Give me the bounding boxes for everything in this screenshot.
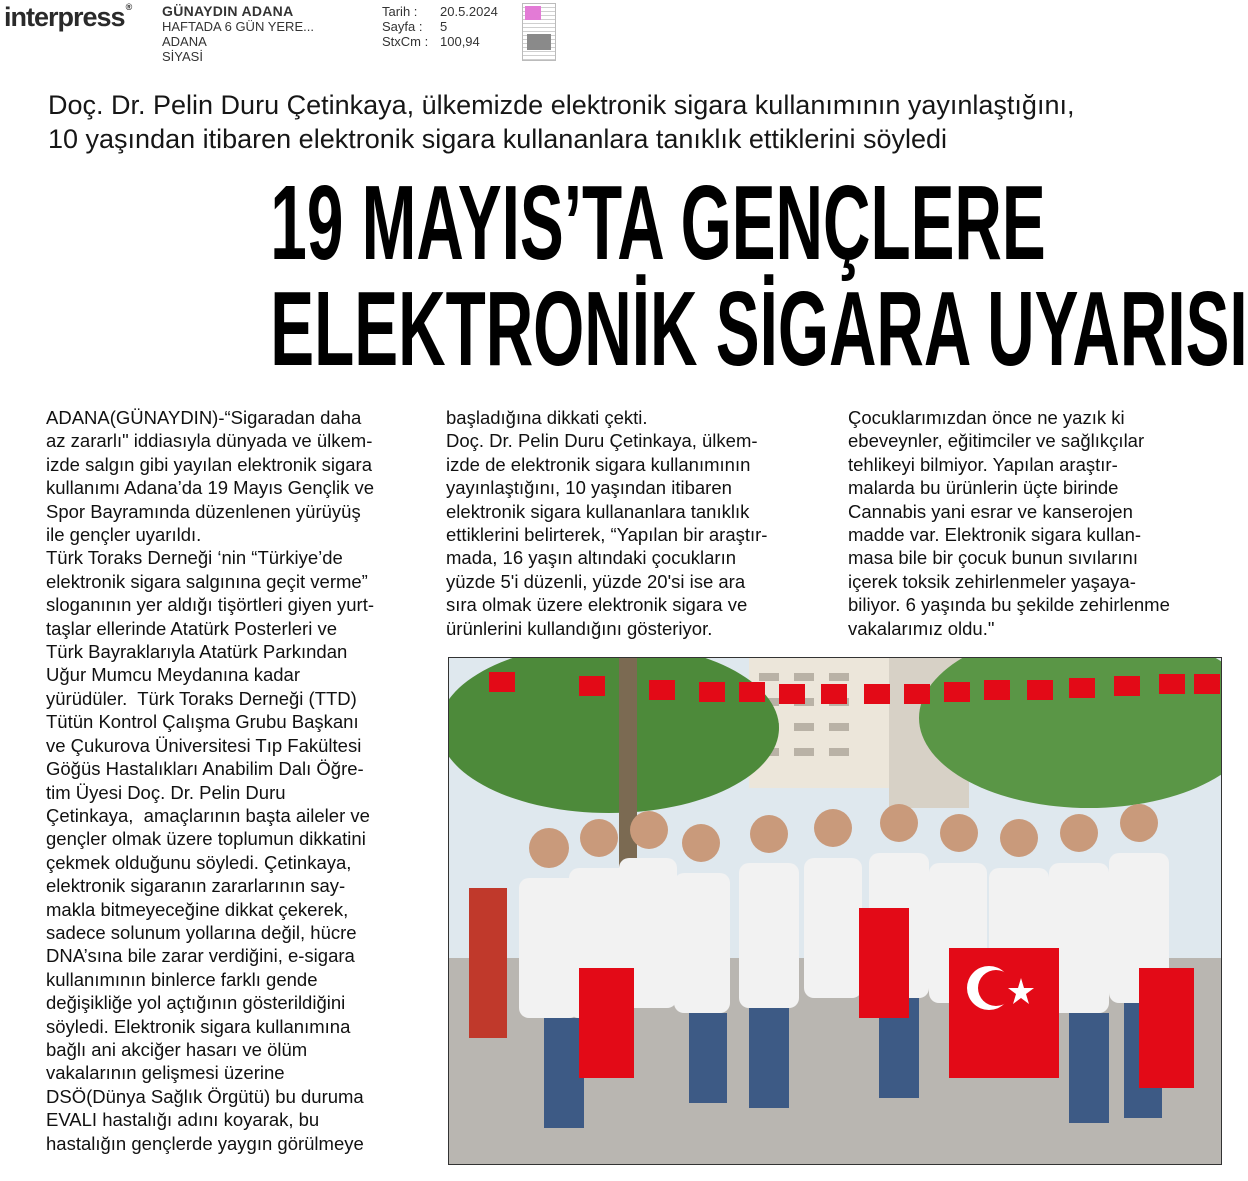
group-photo-illustration <box>449 658 1222 1165</box>
publication-category: SİYASİ <box>162 49 203 64</box>
article-headline: 19 MAYIS’TA GENÇLERE ELEKTRONİK SİGARA UYARISI <box>270 164 1248 388</box>
page-value: 5 <box>440 19 448 34</box>
article-column-2: başladığına dikkati çekti. Doç. Dr. Pelin Duru Çetinkaya, ülkem- izde de elektronik sigara kullanımının yayınlaştığını, 10 yaşından itibaren elektronik sigara kullananlara tanıklık ettiklerini belirterek, “Yapılan bir araştır- mada, 16 yaşın altındaki çocukların yüzde 5'i düzenli, yüzde 20'si ise ara sıra olmak üzere elektronik sigara ve ürünlerini kullandığını gösteriyor. <box>446 407 768 639</box>
article-column-1: ADANA(GÜNAYDIN)-“Sigaradan daha az zararlı" iddiasıyla dünyada ve ülkem- izde salgın gibi yayılan elektronik sigara kullanımı Adana’da 19 Mayıs Gençlik ve Spor Bayramında düzenlenen yürüyüş ile gençler uyarıldı. Türk Toraks Derneği ‘nin “Türkiye’de elektronik sigara salgınına geçit verme” sloganının yer aldığı tişörtleri giyen yurt- taşlar ellerinde Atatürk Posterleri ve Türk Bayraklarıyla Atatürk Parkından Uğur Mumcu Meydanına kadar yürüdüler. Türk Toraks Derneği (TTD) Tütün Kontrol Çalışma Grubu Başkanı ve Çukurova Üniversitesi Tıp Fakültesi Göğüs Hastalıkları Anabilim Dalı Öğre- tim Üyesi Doç. Dr. Pelin Duru Çetinkaya, amaçlarının başta aileler ve gençler olmak üzere toplumun dikkatini çekmek olduğunu söyledi. Çetinkaya, elektronik sigaranın zararlarının say- makla bitmeyeceğine dikkat çekerek, sadece solunum yollarına değil, hücre DNA’sına bile zarar verdiğini, e-sigara kullanımının binlerce farklı gende değişikliğe yol açtığının gösterildiğini söyledi. Elektronik sigara kullanımına bağlı ani akciğer hasarı ve ölüm vakalarının gelişmesi üzerine DSÖ(Dünya Sağlık Örgütü) bu duruma EVALI hastalığı adını koyarak, bu hastalığın gençlerde yaygın görülmeye <box>46 407 375 1154</box>
meta-row: Tarih : 20.5.2024 <box>382 4 498 19</box>
publication-frequency: HAFTADA 6 GÜN YERE... <box>162 19 314 34</box>
meta-row: StxCm : 100,94 <box>382 34 480 49</box>
date-value: 20.5.2024 <box>440 4 498 19</box>
publication-name: GÜNAYDIN ADANA <box>162 3 294 19</box>
article-column-3: Çocuklarımızdan önce ne yazık ki ebeveynler, eğitimciler ve sağlıkçılar tehlikeyi bilmiyor. Yapılan araştır- malarda bu ürünlerin üçte birinde Cannabis yani esrar ve kanserojen madde var. Elektronik sigara kullan- masa bile bir çocuk bunun sıvılarını içerek toksik zehirlenmeler yaşaya- biliyor. 6 yaşında bu şekilde zehirlenme vakalarımız oldu." <box>848 407 1170 639</box>
clipping-meta <box>382 4 498 49</box>
page-thumbnail <box>522 3 556 61</box>
publication-info <box>162 4 314 64</box>
interpress-logo: interpress® <box>4 2 132 32</box>
meta-row: Sayfa : 5 <box>382 19 448 34</box>
publication-city: ADANA <box>162 34 207 49</box>
article-subheadline: Doç. Dr. Pelin Duru Çetinkaya, ülkemizde elektronik sigara kullanımının yayınlaştığını, 10 yaşından itibaren elektronik sigara kullananlara tanıklık ettiklerini söyledi <box>48 90 1075 154</box>
group-photo <box>448 657 1222 1165</box>
stxcm-value: 100,94 <box>440 34 480 49</box>
